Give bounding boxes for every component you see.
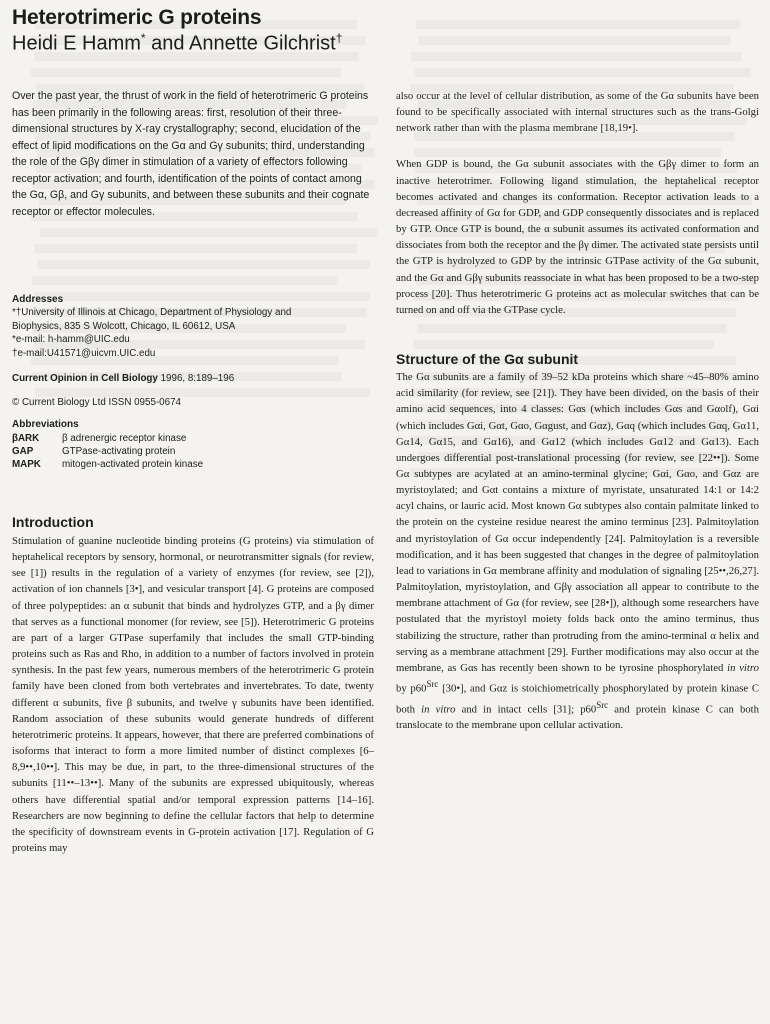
address-line: Biophysics, 835 S Wolcott, Chicago, IL 60612, USA [12, 320, 236, 332]
text-run: and protein kinase C can both translocate to the membrane upon cellular activation. [396, 703, 760, 732]
text-run: The Gα subunits are a family of 39–52 kDa proteins which share ~45–80% amino acid similarity (for review, see [21]). They have been divided, on the basis of their amino acid sequences, into 4 classes: Gαs (which includes Gαs and Gαolf), Gαi (which includes Gαi, Gαt, Gαo, Gαgust, and Gαz), Gαq (which includes Gαq, Gα11, Gα14, Gα15, and Gα16), and Gα12 (which includes Gα12 and Gα13). Each undergoes differential post-translational processing (for review, see [22••]). Some Gα subtypes are acylated at an amino-terminal glycine; Gαi, Gαo, and Gαz are myristoylated; and Gαt contains a mixture of myristate, unsaturated 14:1 or 14:2 acyl chains, or lauric acid. Most known Gα subtypes also contain palmitate linked to the protein on the cysteine residue nearest the amino terminus [23]. Palmitoylation and myristoylation of Gα occur independently [24]. Palmitoylation is a reversible modification, and it has been suggested that changes in the degree of palmitoylation lead to variations in Gα membrane affinity and modulation of signaling [25••,26,27]. Palmitoylation, myristoylation, and Gβγ association all appear to contribute to the membrane attachment of Gα (for review, see [28•]), although some researchers have postulated that the myristoyl moiety folds back onto the amino terminus, thus stabilizing the structure, rather than protruding from the amino-terminal α helix and serving as a membrane attachment [29]. Further modifications may also occur at the membrane, as Gαs has recently been shown to be tyrosine phosphorylated [396, 371, 759, 674]
abbreviation-definition: GTPase-activating protein [62, 445, 176, 457]
journal-citation [12, 373, 234, 384]
superscript-src: Src [426, 679, 439, 689]
superscript-src: Src [596, 699, 609, 710]
addresses-block [12, 293, 374, 360]
abbreviation-definition: β adrenergic receptor kinase [62, 433, 187, 444]
text-run: and in intact cells [31]; p60 [455, 703, 597, 716]
introduction-heading: Introduction [12, 514, 94, 530]
abbreviations-heading: Abbreviations [12, 419, 79, 430]
italic-term: in vitro [421, 703, 456, 716]
body-paragraph: When GDP is bound, the Gα subunit associates with the Gβγ dimer to form an inactive heterotrimer. Following ligand stimulation, the heptahelical receptor becomes activated and changes its conformation. Receptor activation leads to a decreased affinity of Gα for GDP, and GDP consequently dissociates and is replaced by GTP. Once GTP is bound, the α subunit assumes its activated conformation and dissociates from both the receptor and the βγ dimer. The activated state persists until the GTP is hydrolyzed to GDP by the intrinsic GTPase activity of the Gα subunit, and the Gα and Gβγ subunits reassociate in what has been proposed to be a two-step process [20]. Thus heterotrimeric G proteins act as molecular switches that can be turned on and off via the GTPase cycle. [396, 158, 759, 316]
article-title: Heterotrimeric G proteins [12, 6, 262, 29]
author-1: Heidi E Hamm [12, 32, 141, 55]
author-1-mark: * [140, 31, 146, 45]
copyright-line: © Current Biology Ltd ISSN 0955-0674 [12, 397, 181, 408]
section-heading-structure: Structure of the Gα subunit [396, 351, 579, 368]
author-2: Annette Gilchrist [188, 32, 336, 55]
journal-name: Current Opinion in Cell Biology [12, 373, 158, 384]
author-line [12, 31, 342, 56]
abbreviation-term: GAP [12, 445, 34, 457]
abbreviation-definition: mitogen-activated protein kinase [62, 458, 204, 470]
text-run: [30•], and Gαz is stoichiometrically phosphorylated by protein kinase C both [396, 682, 760, 716]
right-column [396, 88, 759, 734]
citation-details: 1996, 8:189–196 [157, 373, 235, 384]
italic-term: in vitro [727, 661, 759, 674]
address-line: *†University of Illinois at Chicago, Department of Physiology and [12, 307, 292, 319]
abbreviation-row [12, 459, 374, 472]
body-paragraph: also occur at the level of cellular distribution, as some of the Gα subunits have been found to be specifically associated with internal structures such as the trans-Golgi network rather than with the plasma membrane [18,19•]. [396, 90, 759, 135]
email-line: †e-mail:U41571@uicvm.UIC.edu [12, 347, 156, 359]
abbreviation-term: βARK [12, 433, 40, 444]
text-run: by p60 [396, 682, 427, 695]
abbreviations-list [12, 433, 374, 471]
abbreviation-row [12, 446, 374, 459]
author-2-mark: † [335, 31, 343, 45]
body-paragraph [396, 369, 759, 734]
article-summary: Over the past year, the thrust of work in the field of heterotrimeric G proteins has been primarily in the following areas: first, resolution of their three-dimensional structures by X-ray crystallography; second, elucidation of the effect of lipid modifications on the Gα and Gγ subunits; third, understanding the role of the Gβγ dimer in stimulation of a variety of effectors following receptor activation; and fourth, identification of the points of contact among the Gα, Gβ, and Gγ subunits, and between these subunits and their cognate receptor or effector molecules. [12, 90, 370, 218]
abbreviation-row [12, 433, 374, 446]
author-connector: and [145, 32, 189, 55]
introduction-body: Stimulation of guanine nucleotide binding proteins (G proteins) via stimulation of heptahelical receptors by sensory, hormonal, or neurotransmitter signals (for review, see [1]) results in the regulation of a variety of enzymes (for review, see [2]), activation of ion channels [3•], and vesicular transport [4]. G proteins are composed of three polypeptides: an α subunit that binds and hydrolyzes GTP, and a βγ dimer that serves as a functional monomer (for review, see [5]). Heterotrimeric G proteins are part of a larger GTPase superfamily that includes the small GTP-binding proteins such as Ras and Rho, in addition to a number of factors involved in protein synthesis. In the past few years, numerous members of the heterotrimeric G protein family have been cloned from both vertebrates and invertebrates. To date, twenty different α subunits, five β subunits, and twelve γ subunits have been identified. Random association of these subunits would generate hundreds of different heterotrimeric proteins. It appears, however, that there are preferred combinations of isoforms that interact to form a more limited number of distinct complexes [6–8,9••,10••]. This may be due, in part, to the three-dimensional structures of the subunits [11••–13••]. Many of the subunits are expressed ubiquitously, whereas others have differential spatial and/or temporal expression patterns [14–16]. Researchers are now beginning to define the cellular factors that help to determine the specificity of downstream events in G-protein activation [17]. Regulation of G proteins may [12, 535, 374, 854]
email-line: *e-mail: h-hamm@UIC.edu [12, 334, 130, 346]
abbreviation-term: MAPK [12, 458, 41, 470]
addresses-heading: Addresses [12, 294, 64, 305]
